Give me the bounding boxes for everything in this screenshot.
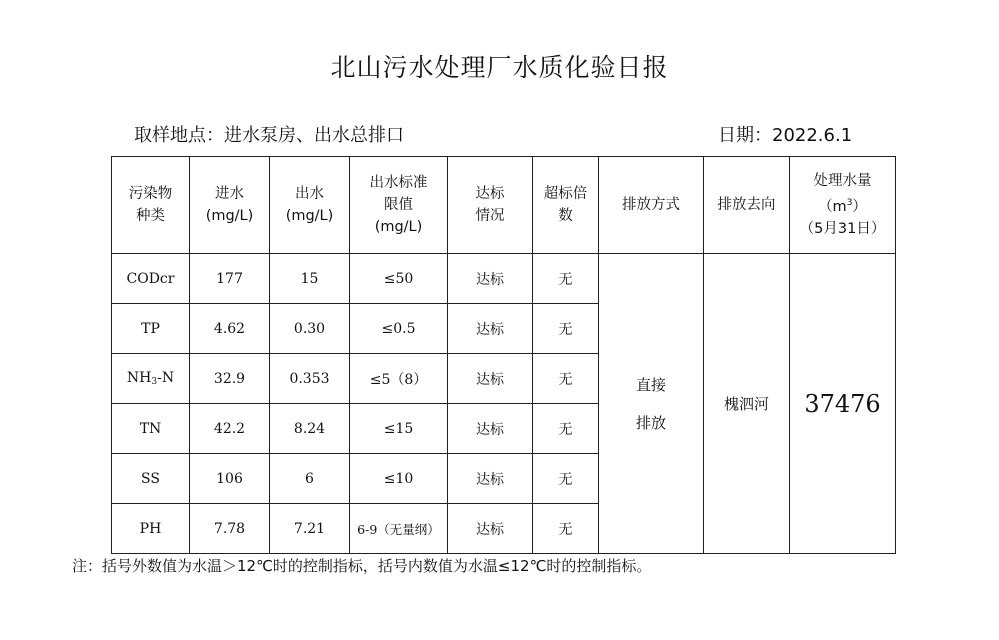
pollutant-name: TP: [112, 304, 190, 354]
status-value: 达标: [448, 354, 533, 404]
header-status: 达标 情况: [448, 157, 533, 254]
influent-value: 42.2: [190, 404, 270, 454]
exceed-value: 无: [533, 454, 599, 504]
effluent-value: 0.353: [270, 354, 350, 404]
exceed-value: 无: [533, 354, 599, 404]
limit-value: ≤0.5: [350, 304, 448, 354]
exceed-value: 无: [533, 404, 599, 454]
limit-value: ≤5（8）: [350, 354, 448, 404]
header-volume: 处理水量 $(m^3)$ （5月31日）: [790, 157, 896, 254]
influent-value: 32.9: [190, 354, 270, 404]
pollutant-name: TN: [112, 404, 190, 454]
header-effluent: 出水 (mg/L): [270, 157, 350, 254]
effluent-value: 15: [270, 254, 350, 304]
status-value: 达标: [448, 504, 533, 554]
treated-volume-cell: 37476: [790, 254, 896, 554]
influent-value: 106: [190, 454, 270, 504]
sampling-location: 取样地点：进水泵房、出水总排口: [134, 125, 404, 146]
status-value: 达标: [448, 404, 533, 454]
pollutant-name: CODcr: [112, 254, 190, 304]
influent-value: 177: [190, 254, 270, 304]
influent-value: 7.78: [190, 504, 270, 554]
effluent-value: 8.24: [270, 404, 350, 454]
status-value: 达标: [448, 304, 533, 354]
effluent-value: 6: [270, 454, 350, 504]
header-discharge-method: 排放方式: [599, 157, 704, 254]
table-header-row: [112, 157, 896, 254]
exceed-value: 无: [533, 504, 599, 554]
limit-value: ≤50: [350, 254, 448, 304]
status-value: 达标: [448, 254, 533, 304]
limit-value: 6-9（无量纲）: [350, 504, 448, 554]
water-quality-table: [111, 156, 896, 554]
pollutant-name: SS: [112, 454, 190, 504]
influent-value: 4.62: [190, 304, 270, 354]
header-discharge-destination: 排放去向: [704, 157, 790, 254]
table-row: [112, 254, 896, 304]
footnote: 注：括号外数值为水温＞12℃时的控制指标，括号内数值为水温≤12℃时的控制指标。: [72, 557, 652, 575]
limit-value: ≤15: [350, 404, 448, 454]
exceed-value: 无: [533, 304, 599, 354]
effluent-value: 0.30: [270, 304, 350, 354]
discharge-destination-cell: 槐泗河: [704, 254, 790, 554]
pollutant-name: PH: [112, 504, 190, 554]
effluent-value: 7.21: [270, 504, 350, 554]
header-limit: 出水标准 限值 (mg/L): [350, 157, 448, 254]
limit-value: ≤10: [350, 454, 448, 504]
header-pollutant: 污染物 种类: [112, 157, 190, 254]
header-exceed: 超标倍 数: [533, 157, 599, 254]
pollutant-name: $NH_3-N$: [112, 354, 190, 404]
discharge-method-cell: 直接 排放: [599, 254, 704, 554]
header-influent: 进水 (mg/L): [190, 157, 270, 254]
status-value: 达标: [448, 454, 533, 504]
report-title: 北山污水处理厂水质化验日报: [330, 53, 669, 82]
report-date: 日期：2022.6.1: [718, 125, 853, 146]
exceed-value: 无: [533, 254, 599, 304]
